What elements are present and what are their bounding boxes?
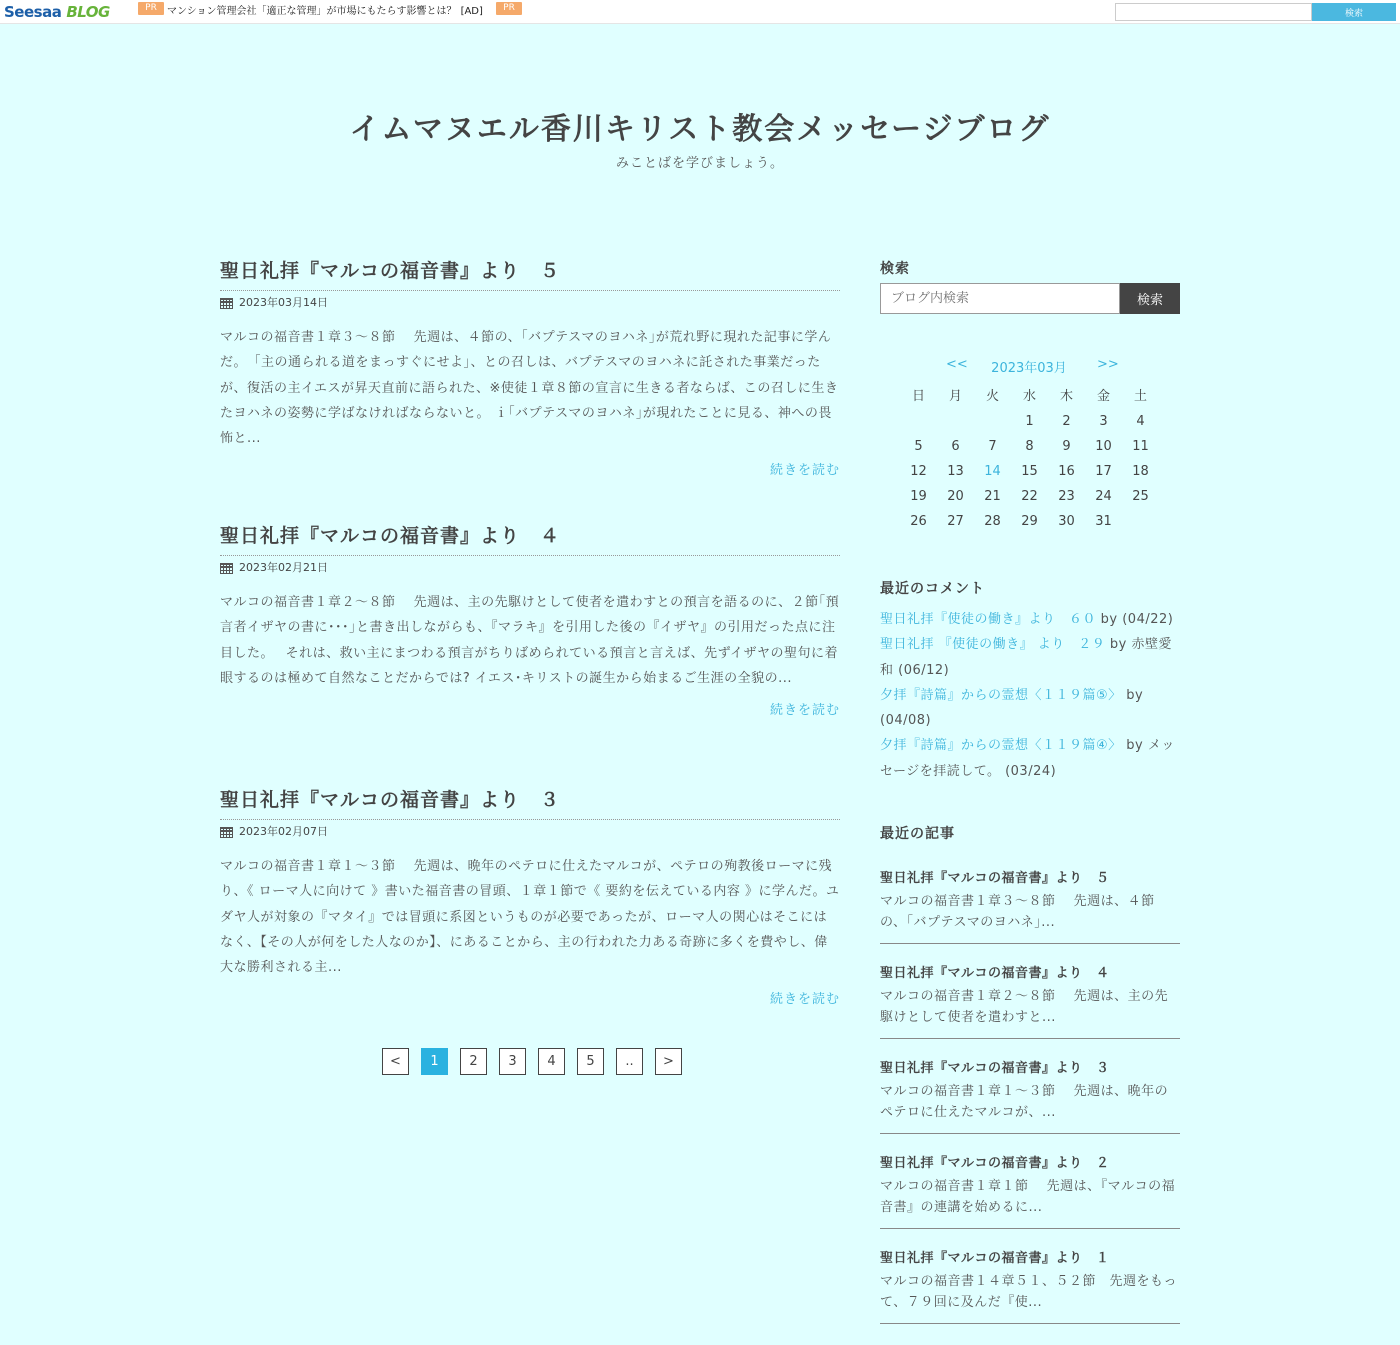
calendar-day: 29 <box>1021 514 1038 529</box>
pr-badge-2: PR <box>496 2 522 15</box>
site-description: みことばを学びましょう。 <box>615 156 784 171</box>
calendar-day: 6 <box>951 439 960 454</box>
calendar <box>900 355 1160 532</box>
calendar-grid <box>900 387 1160 532</box>
top-search-input[interactable] <box>1115 3 1312 21</box>
calendar-day: 8 <box>1025 439 1034 454</box>
calendar-day: 23 <box>1058 489 1075 504</box>
article-date-text: 2023年02月21日 <box>239 561 328 574</box>
calendar-weekday: 金 <box>1096 389 1110 404</box>
calendar-day: 13 <box>947 464 964 479</box>
ad-link[interactable] <box>167 5 483 19</box>
pager-page-2[interactable]: 2 <box>460 1048 487 1075</box>
ad-tag: [AD] <box>460 6 483 17</box>
pager-prev[interactable]: < <box>382 1048 409 1075</box>
recent-article[interactable] <box>880 870 1180 944</box>
article-excerpt: マルコの福音書１章３～８節 先週は、４節の、｢バプテスマのヨハネ｣が荒れ野に現れた記事に学んだ。 ｢主の通られる道をまっすぐにせよ｣、との召しは、バプテスマのヨハネに託された事業だったが、復活の主イエスが昇天直前に語られた、※使徒１章８節の宣言に生きる者ならば、この召しに生きたヨハネの姿勢に学ばなければならないと。 ｉ｢バプテスマのヨハネ｣が現れたことに見る、神への畏怖と... <box>220 330 839 447</box>
calendar-day: 31 <box>1095 514 1112 529</box>
comment-meta: by 赤壁愛和 (06/12) <box>880 637 1172 678</box>
logo-seesaa: Seesaa <box>4 3 62 21</box>
pager-ellipsis[interactable]: .. <box>616 1048 643 1075</box>
calendar-prev[interactable]: << <box>946 357 968 372</box>
article-excerpt: マルコの福音書１章２～８節 先週は、主の先駆けとして使者を遣わすとの預言を語るのに、２節｢預言者イザヤの書に･･･｣と書き出しながらも、『マラキ』を引用した後の『イザヤ』の引用だった点に注目した。 それは、救い主にまつわる預言がちりばめられている預言と言えば、先ずイザヤの聖句に着眼するのは極めて自然なことだからでは? イエス･キリストの誕生から始まるご生涯の全貌の... <box>220 595 840 686</box>
calendar-day: 28 <box>984 514 1001 529</box>
comment-link[interactable]: 聖日礼拝 『使徒の働き』 より ２９ <box>880 637 1106 653</box>
comment-item <box>880 607 1180 632</box>
comments-heading: 最近のコメント <box>880 581 985 597</box>
read-more-link[interactable]: 続きを読む <box>769 703 840 719</box>
pager-page-5[interactable]: 5 <box>577 1048 604 1075</box>
read-more-link[interactable]: 続きを読む <box>769 992 840 1008</box>
recent-articles <box>880 823 1180 1345</box>
comment-item <box>880 733 1180 784</box>
pager-next[interactable]: > <box>655 1048 682 1075</box>
calendar-day: 17 <box>1095 464 1112 479</box>
calendar-day: 30 <box>1058 514 1075 529</box>
seesaa-blog-logo[interactable] <box>4 3 110 21</box>
comment-link[interactable]: 夕拝『詩篇』からの霊想〈１１９篇④〉 <box>880 738 1122 754</box>
calendar-month[interactable]: 2023年03月 <box>991 361 1067 376</box>
calendar-day: 15 <box>1021 464 1038 479</box>
site-title[interactable]: イムマヌエル香川キリスト教会メッセージブログ <box>349 112 1051 147</box>
article-date-text: 2023年03月14日 <box>239 296 328 309</box>
comment-link[interactable]: 聖日礼拝『使徒の働き』より ６０ <box>880 612 1097 627</box>
calendar-day: 19 <box>910 489 927 504</box>
calendar-empty-cell <box>974 412 1011 432</box>
comment-link[interactable]: 夕拝『詩篇』からの霊想〈１１９篇⑤〉 <box>880 687 1122 703</box>
article <box>220 787 840 1007</box>
recent-heading: 最近の記事 <box>880 826 955 842</box>
recent-article[interactable] <box>880 1155 1180 1229</box>
calendar-day: 22 <box>1021 489 1038 504</box>
main-content <box>220 258 840 1007</box>
recent-article-title[interactable]: 聖日礼拝『マルコの福音書』より ４ <box>880 966 1110 981</box>
calendar-day: 27 <box>947 514 964 529</box>
ad-text: マンション管理会社「適正な管理」が市場にもたらす影響とは？ <box>167 6 457 17</box>
calendar-day: 12 <box>910 464 927 479</box>
calendar-icon <box>220 827 233 838</box>
calendar-empty-cell <box>937 412 974 432</box>
calendar-day: 3 <box>1099 414 1108 429</box>
calendar-weekday: 木 <box>1059 389 1073 404</box>
calendar-day: 25 <box>1132 489 1149 504</box>
calendar-nav <box>900 355 1160 375</box>
recent-article-title[interactable]: 聖日礼拝『マルコの福音書』より ５ <box>880 871 1110 886</box>
search-heading: 検索 <box>880 261 910 277</box>
recent-article-excerpt: マルコの福音書１章３～８節 先週は、４節の、｢バプテスマのヨハネ｣... <box>880 894 1155 930</box>
recent-article-excerpt: マルコの福音書１章１節 先週は、『マルコの福音書』の連講を始めるに... <box>880 1179 1176 1215</box>
top-search-button[interactable]: 検索 <box>1312 3 1396 21</box>
recent-article-excerpt: マルコの福音書１４章５１、５２節 先週をもって、７９回に及んだ『使... <box>880 1274 1178 1310</box>
calendar-weekday: 土 <box>1133 389 1147 404</box>
article-date <box>220 295 840 311</box>
sidebar <box>880 258 1180 278</box>
calendar-day: 16 <box>1058 464 1075 479</box>
read-more-link[interactable]: 続きを読む <box>769 463 840 479</box>
article-title[interactable]: 聖日礼拝『マルコの福音書』より ４ <box>220 523 840 556</box>
pr-badge: PR <box>138 2 164 15</box>
recent-article[interactable] <box>880 1250 1180 1324</box>
calendar-empty-cell <box>1122 512 1159 532</box>
article-excerpt: マルコの福音書１章１～３節 先週は、晩年のペテロに仕えたマルコが、ペテロの殉教後ローマに残り、《 ローマ人に向けて 》書いた福音書の冒頭、１章１節で《 要約を伝えている内容 》に学んだ。ユダヤ人が対象の『マタイ』では冒頭に系図というものが必要であったが、ローマ人の関心はそこにはなく、【その人が何をした人なのか】、にあることから、主の行われた力ある奇跡に多くを費やし、偉大な勝利される主... <box>220 859 840 976</box>
article-date <box>220 560 840 576</box>
recent-article-title[interactable]: 聖日礼拝『マルコの福音書』より １ <box>880 1251 1110 1266</box>
calendar-weekday: 月 <box>948 389 962 404</box>
blog-search-button[interactable]: 検索 <box>1120 283 1180 314</box>
calendar-day: 1 <box>1025 414 1034 429</box>
calendar-icon <box>220 298 233 309</box>
comment-item <box>880 683 1180 734</box>
comment-meta: by (04/22) <box>1096 612 1174 627</box>
pager-page-3[interactable]: 3 <box>499 1048 526 1075</box>
calendar-day: 18 <box>1132 464 1149 479</box>
pagination <box>382 1048 682 1075</box>
calendar-day: 2 <box>1062 414 1071 429</box>
calendar-day-link[interactable]: 14 <box>984 464 1001 479</box>
article <box>220 523 840 787</box>
calendar-empty-cell <box>900 412 937 432</box>
calendar-day: 5 <box>914 439 923 454</box>
calendar-day: 7 <box>988 439 997 454</box>
calendar-icon <box>220 563 233 574</box>
comment-meta: by メッセージを拝読して。 (03/24) <box>880 738 1175 779</box>
article-title[interactable]: 聖日礼拝『マルコの福音書』より ３ <box>220 787 840 820</box>
pager-page-1[interactable]: 1 <box>421 1048 448 1075</box>
calendar-day: 11 <box>1132 439 1149 454</box>
calendar-day: 24 <box>1095 489 1112 504</box>
calendar-weekday: 水 <box>1022 389 1036 404</box>
recent-article-excerpt: マルコの福音書１章１～３節 先週は、晩年のペテロに仕えたマルコが、... <box>880 1084 1169 1120</box>
recent-article-excerpt: マルコの福音書１章２～８節 先週は、主の先駆けとして使者を遣わすと... <box>880 989 1169 1025</box>
blog-search-input[interactable] <box>880 283 1120 314</box>
logo-blog: BLOG <box>66 3 110 21</box>
calendar-day: 26 <box>910 514 927 529</box>
recent-article[interactable] <box>880 1060 1180 1134</box>
comment-list <box>880 607 1180 784</box>
comment-item <box>880 632 1180 683</box>
recent-article[interactable] <box>880 965 1180 1039</box>
calendar-next[interactable]: >> <box>1097 357 1119 372</box>
calendar-day: 20 <box>947 489 964 504</box>
calendar-weekday: 日 <box>911 389 925 404</box>
calendar-day: 10 <box>1095 439 1112 454</box>
recent-article-title[interactable]: 聖日礼拝『マルコの福音書』より ３ <box>880 1061 1110 1076</box>
sidebar-search <box>880 283 1180 314</box>
calendar-weekday: 火 <box>985 389 999 404</box>
article <box>220 258 840 523</box>
calendar-day: 4 <box>1136 414 1145 429</box>
article-title[interactable]: 聖日礼拝『マルコの福音書』より ５ <box>220 258 840 291</box>
pager-page-4[interactable]: 4 <box>538 1048 565 1075</box>
recent-comments <box>880 578 1180 784</box>
calendar-day: 9 <box>1062 439 1071 454</box>
article-date-text: 2023年02月07日 <box>239 825 328 838</box>
recent-article-title[interactable]: 聖日礼拝『マルコの福音書』より ２ <box>880 1156 1110 1171</box>
comment-meta: by (04/08) <box>880 687 1144 729</box>
calendar-day: 21 <box>984 489 1001 504</box>
article-date <box>220 824 840 840</box>
top-bar <box>0 0 1400 24</box>
